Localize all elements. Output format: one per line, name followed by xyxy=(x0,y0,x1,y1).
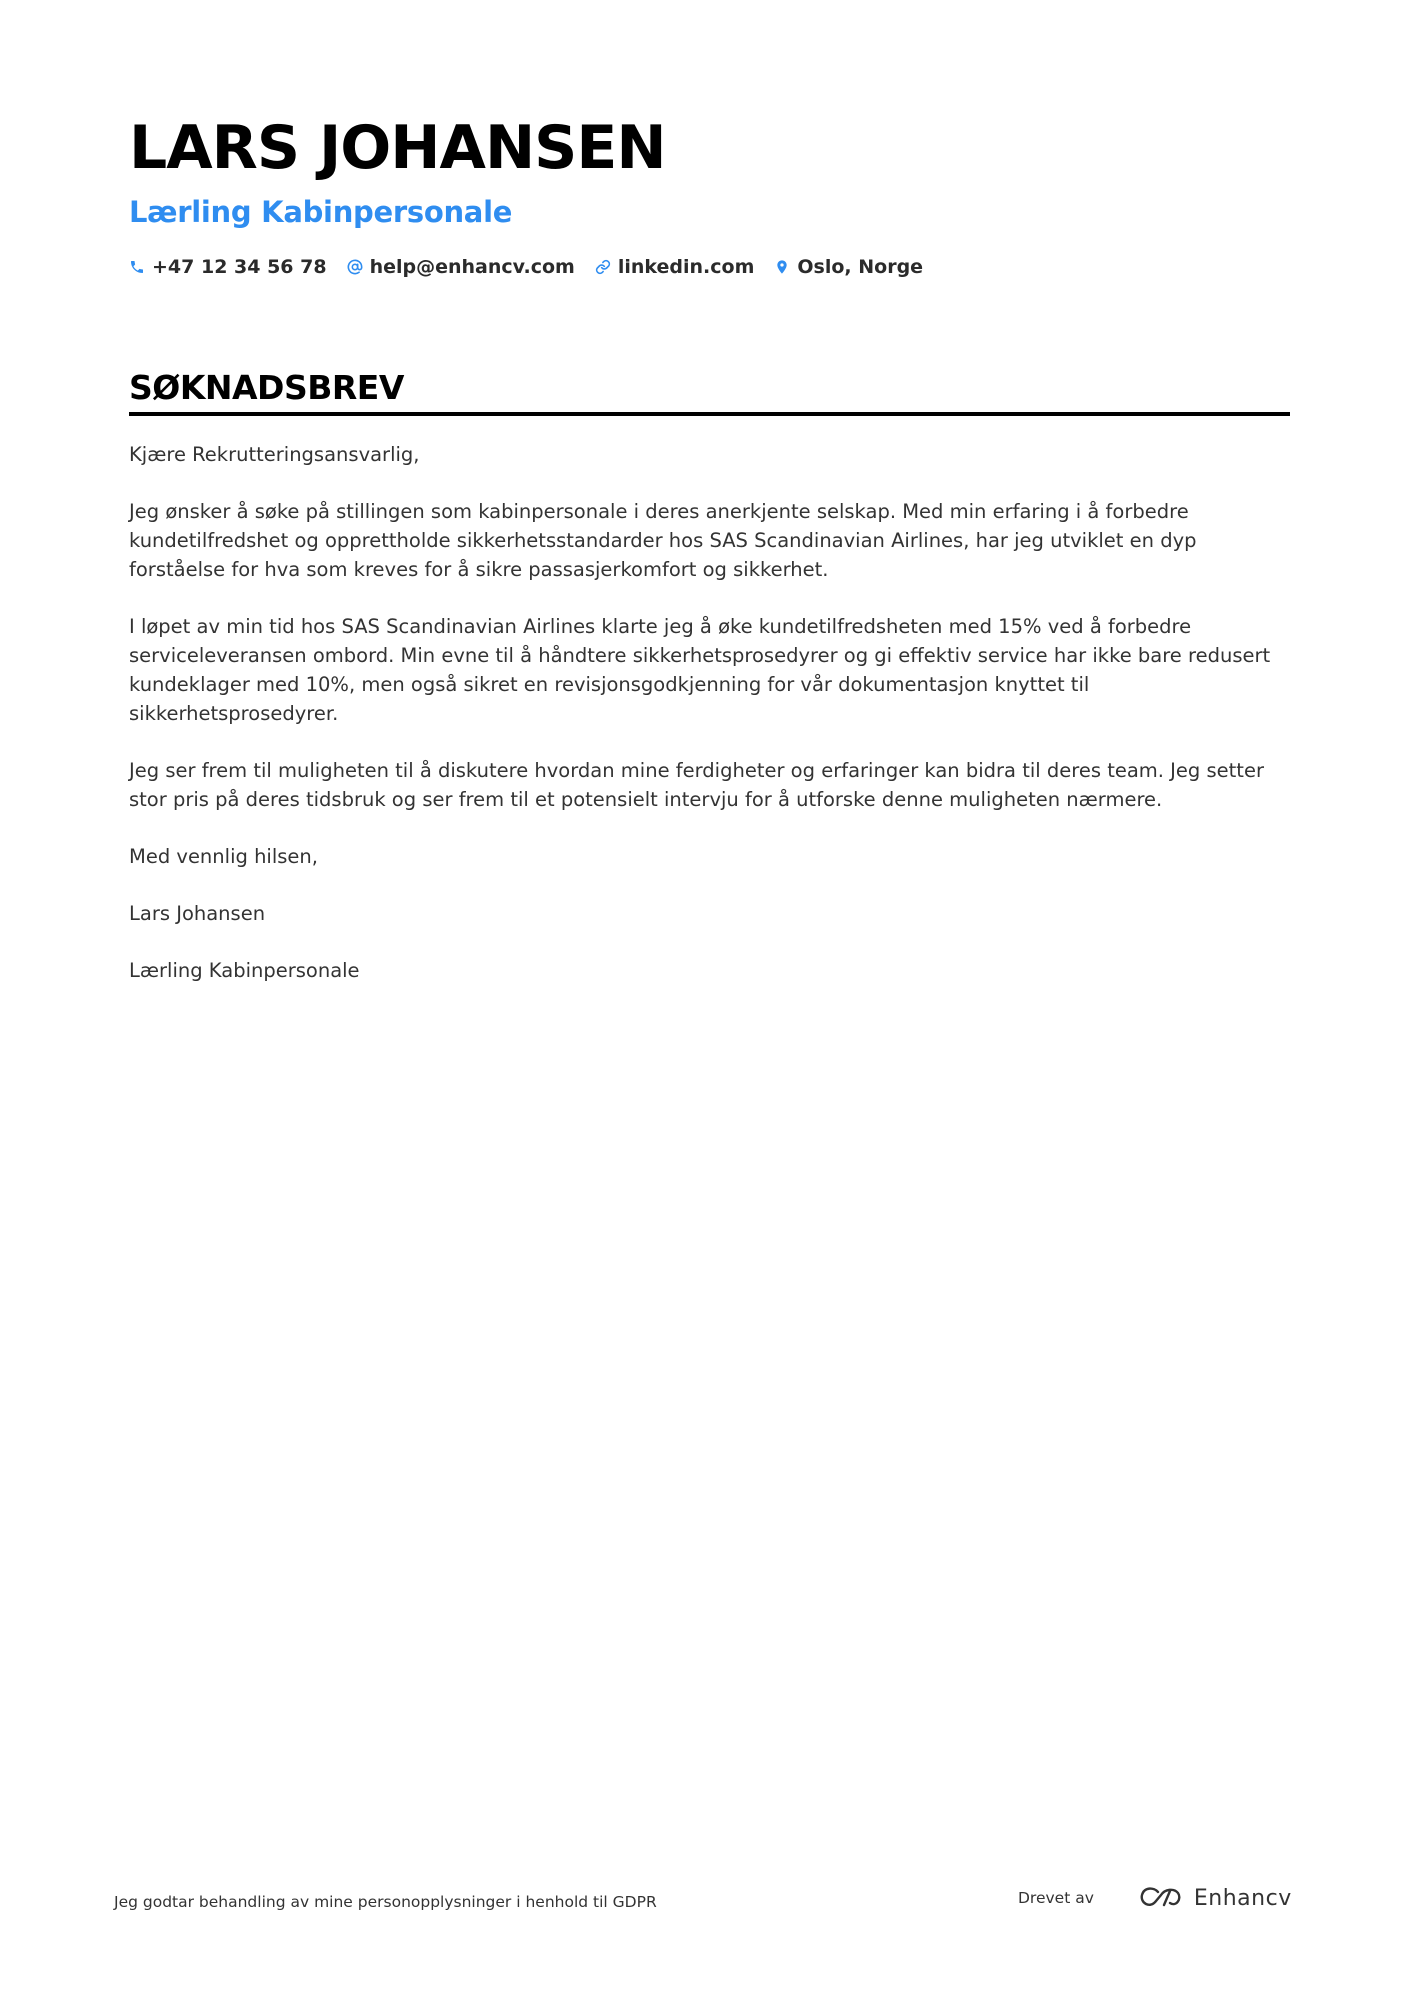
letter-greeting: Kjære Rekrutteringsansvarlig, xyxy=(129,443,420,466)
phone-text: +47 12 34 56 78 xyxy=(152,256,327,278)
contact-phone xyxy=(129,256,327,278)
powered-by-label: Drevet av xyxy=(1018,1889,1094,1907)
phone-icon xyxy=(129,259,145,275)
location-pin-icon xyxy=(774,259,790,275)
signature-name: Lars Johansen xyxy=(129,902,266,925)
candidate-name: LARS JOHANSEN xyxy=(129,113,666,183)
job-title: Lærling Kabinpersonale xyxy=(129,195,513,229)
header xyxy=(129,108,1289,278)
at-sign-icon xyxy=(347,259,363,275)
gdpr-consent: Jeg godtar behandling av mine personopplysninger i henhold til GDPR xyxy=(114,1893,657,1911)
section-divider xyxy=(129,412,1290,416)
letter-paragraph: I løpet av min tid hos SAS Scandinavian Airlines klarte jeg å øke kundetilfredsheten med 15% ved å forbedre serviceleveransen ombord. Min evne til å håndtere sikkerhetsprosedyrer og gi effektiv service har ikke bare redusert kundeklager med 10%, men også sikret en revisjonsgodkjenning for vår dokumentasjon knyttet til sikkerhetsprosedyrer. xyxy=(129,615,1271,725)
section-title: SØKNADSBREV xyxy=(129,368,404,407)
contact-website[interactable] xyxy=(595,256,755,278)
section-header xyxy=(129,366,1290,416)
enhancv-logo[interactable] xyxy=(1138,1885,1292,1911)
location-text: Oslo, Norge xyxy=(797,256,924,278)
link-icon xyxy=(595,259,611,275)
letter-paragraph: Jeg ønsker å søke på stillingen som kabinpersonale i deres anerkjente selskap. Med min erfaring i å forbedre kundetilfredshet og opprettholde sikkerhetsstandarder hos SAS Scandinavian Airlines, har jeg utviklet en dyp forståelse for hva som kreves for å sikre passasjerkomfort og sikkerhet. xyxy=(129,500,1197,581)
email-text: help@enhancv.com xyxy=(369,256,575,278)
letter-paragraph: Jeg ser frem til muligheten til å diskutere hvordan mine ferdigheter og erfaringer kan bidra til deres team. Jeg setter stor pris på deres tidsbruk og ser frem til et potensielt intervju for å utforske denne muligheten nærmere. xyxy=(129,759,1264,811)
contact-email[interactable] xyxy=(347,256,575,278)
letter-body xyxy=(129,440,1289,1013)
enhancv-logo-icon xyxy=(1138,1885,1184,1911)
footer-branding xyxy=(1018,1885,1292,1911)
website-text: linkedin.com xyxy=(617,256,755,278)
signature-title: Lærling Kabinpersonale xyxy=(129,959,360,982)
contact-location xyxy=(774,256,923,278)
letter-closing: Med vennlig hilsen, xyxy=(129,845,318,868)
brand-name: Enhancv xyxy=(1193,1885,1292,1911)
contact-bar xyxy=(129,256,1289,278)
